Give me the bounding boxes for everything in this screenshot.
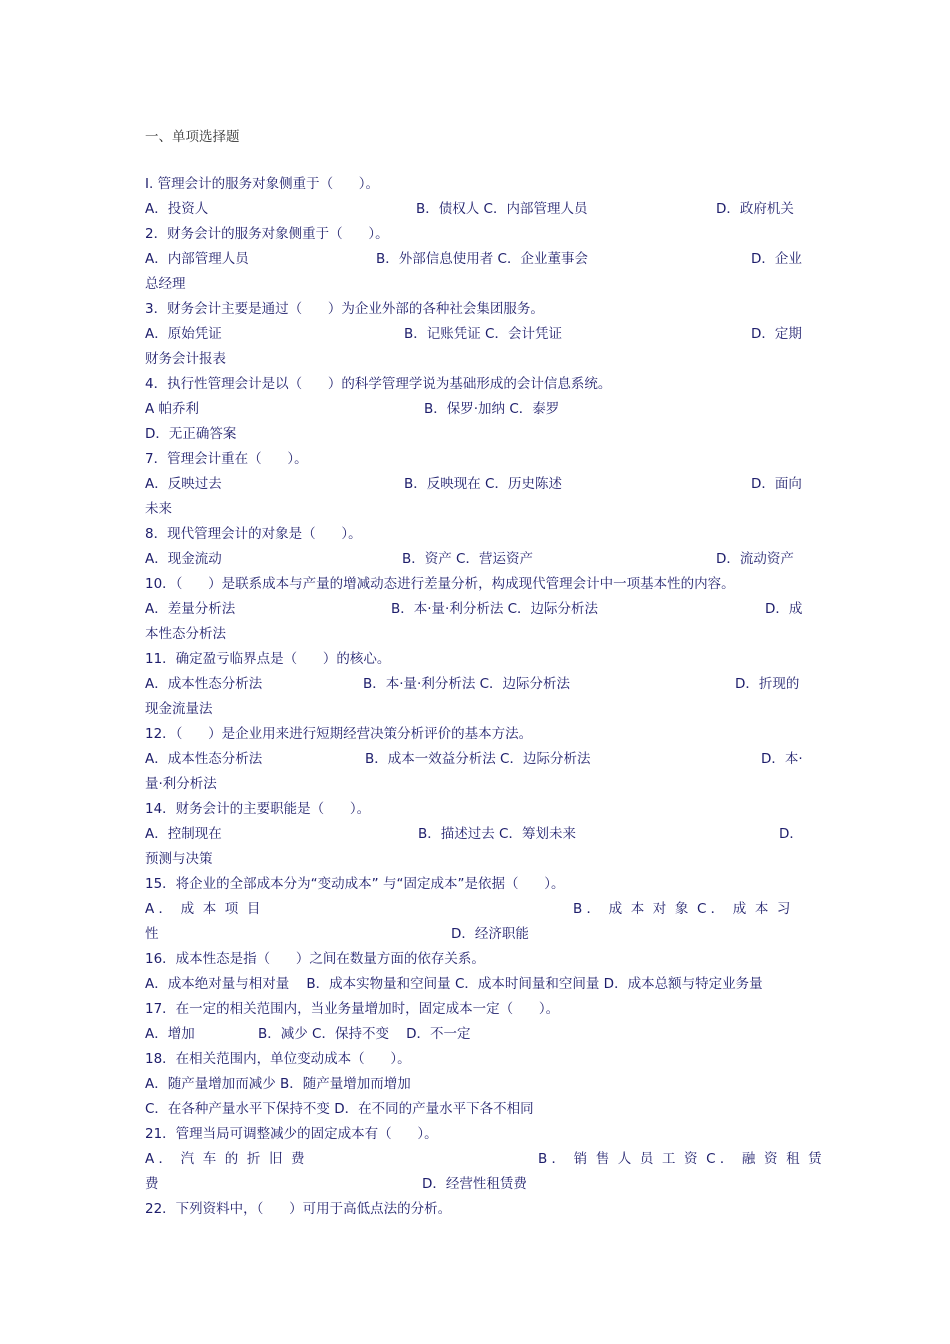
option-a: A．成本性态分析法 [145, 751, 263, 767]
question-line: 11．确定盈亏临界点是（ ）的核心。 [145, 651, 391, 667]
option-d: D．折现的 [735, 676, 800, 692]
options-line: A．成本绝对量与相对量 B．成本实物量和空间量 C．成本时间量和空间量 D．成本总额与特定业务量 [145, 976, 763, 992]
option-d: D． [779, 826, 803, 842]
option-d: D．成 [765, 601, 803, 617]
options-line: C．在各种产量水平下保持不变 D．在不同的产量水平下各不相同 [145, 1101, 534, 1117]
question-line: 12．（ ）是企业用来进行短期经营决策分析评价的基本方法。 [145, 726, 533, 742]
option-continuation: 预测与决策 [145, 851, 213, 867]
option-d: D．流动资产 [716, 551, 794, 567]
question-line: 18．在相关范围内，单位变动成本（ ）。 [145, 1051, 411, 1067]
option-a: A．原始凭证 [145, 326, 222, 342]
option-d: D．定期 [751, 326, 802, 342]
option-a: A．反映过去 [145, 476, 222, 492]
question-line: 7．管理会计重在（ ）。 [145, 451, 308, 467]
option-d: D．无正确答案 [145, 426, 237, 442]
option-a: A 帕乔利 [145, 401, 200, 417]
option-d: D．面向 [751, 476, 802, 492]
option-continuation: 性 [145, 926, 159, 942]
option-b-c: B．外部信息使用者 C．企业董事会 [376, 251, 588, 267]
option-b-c: B．本·量·利分析法 C．边际分析法 [391, 601, 599, 617]
question-line: 17．在一定的相关范围内，当业务量增加时，固定成本一定（ ）。 [145, 1001, 560, 1017]
option-b-c: B．债权人 C．内部管理人员 [416, 201, 588, 217]
option-b-c: B．记账凭证 C．会计凭证 [404, 326, 562, 342]
question-line: 15．将企业的全部成本分为“变动成本” 与“固定成本”是依据（ ）。 [145, 876, 565, 892]
option-continuation: 本性态分析法 [145, 626, 226, 642]
option-continuation: 未来 [145, 501, 172, 517]
option-a: A．控制现在 [145, 826, 222, 842]
option-b-c: B．本·量·利分析法 C．边际分析法 [363, 676, 571, 692]
options-line: A．随产量增加而减少 B．随产量增加而增加 [145, 1076, 411, 1092]
option-d: D．政府机关 [716, 201, 794, 217]
question-line: 21．管理当局可调整减少的固定成本有（ ）。 [145, 1126, 438, 1142]
section-title: 一、单项选择题 [145, 129, 240, 145]
option-d: D．经济职能 [451, 926, 529, 942]
option-a: A．增加 [145, 1026, 195, 1042]
option-a: A ． 汽 车 的 折 旧 费 [145, 1151, 305, 1167]
option-a: A ． 成 本 项 目 [145, 901, 261, 917]
question-line: 22．下列资料中，（ ）可用于高低点法的分析。 [145, 1201, 452, 1217]
question-line: 10．（ ）是联系成本与产量的增减动态进行差量分析，构成现代管理会计中一项基本性的内容。 [145, 576, 735, 592]
question-line: 14．财务会计的主要职能是（ ）。 [145, 801, 371, 817]
option-continuation: 量·利分析法 [145, 776, 217, 792]
question-line: 2．财务会计的服务对象侧重于（ ）。 [145, 226, 389, 242]
option-b-c-d: B．减少 C．保持不变 D．不一定 [258, 1026, 471, 1042]
option-continuation: 现金流量法 [145, 701, 213, 717]
question-line: 16．成本性态是指（ ）之间在数量方面的依存关系。 [145, 951, 485, 967]
option-d: D．企业 [751, 251, 802, 267]
question-line: 4．执行性管理会计是以（ ）的科学管理学说为基础形成的会计信息系统。 [145, 376, 612, 392]
option-b-c: B．资产 C．营运资产 [402, 551, 533, 567]
question-line: 3．财务会计主要是通过（ ）为企业外部的各种社会集团服务。 [145, 301, 544, 317]
option-a: A．差量分析法 [145, 601, 236, 617]
option-b-c: B ． 销 售 人 员 工 资 C ． 融 资 租 赁 [538, 1151, 822, 1167]
option-b-c: B．成本一效益分析法 C．边际分析法 [365, 751, 591, 767]
option-d: D．本· [761, 751, 803, 767]
option-d: D．经营性租赁费 [422, 1176, 527, 1192]
option-b-c: B．描述过去 C．筹划未来 [418, 826, 576, 842]
option-b-c: B．反映现在 C．历史陈述 [404, 476, 562, 492]
option-b-c: B ． 成 本 对 象 C ． 成 本 习 [573, 901, 791, 917]
option-continuation: 财务会计报表 [145, 351, 226, 367]
option-a: A．投资人 [145, 201, 209, 217]
option-a: A．内部管理人员 [145, 251, 249, 267]
option-b-c: B．保罗·加纳 C．泰罗 [424, 401, 560, 417]
option-a: A．现金流动 [145, 551, 222, 567]
option-a: A．成本性态分析法 [145, 676, 263, 692]
question-line: 8．现代管理会计的对象是（ ）。 [145, 526, 362, 542]
question-line: Ⅰ. 管理会计的服务对象侧重于（ ）。 [145, 176, 380, 192]
option-continuation: 总经理 [145, 276, 186, 292]
option-continuation: 费 [145, 1176, 159, 1192]
